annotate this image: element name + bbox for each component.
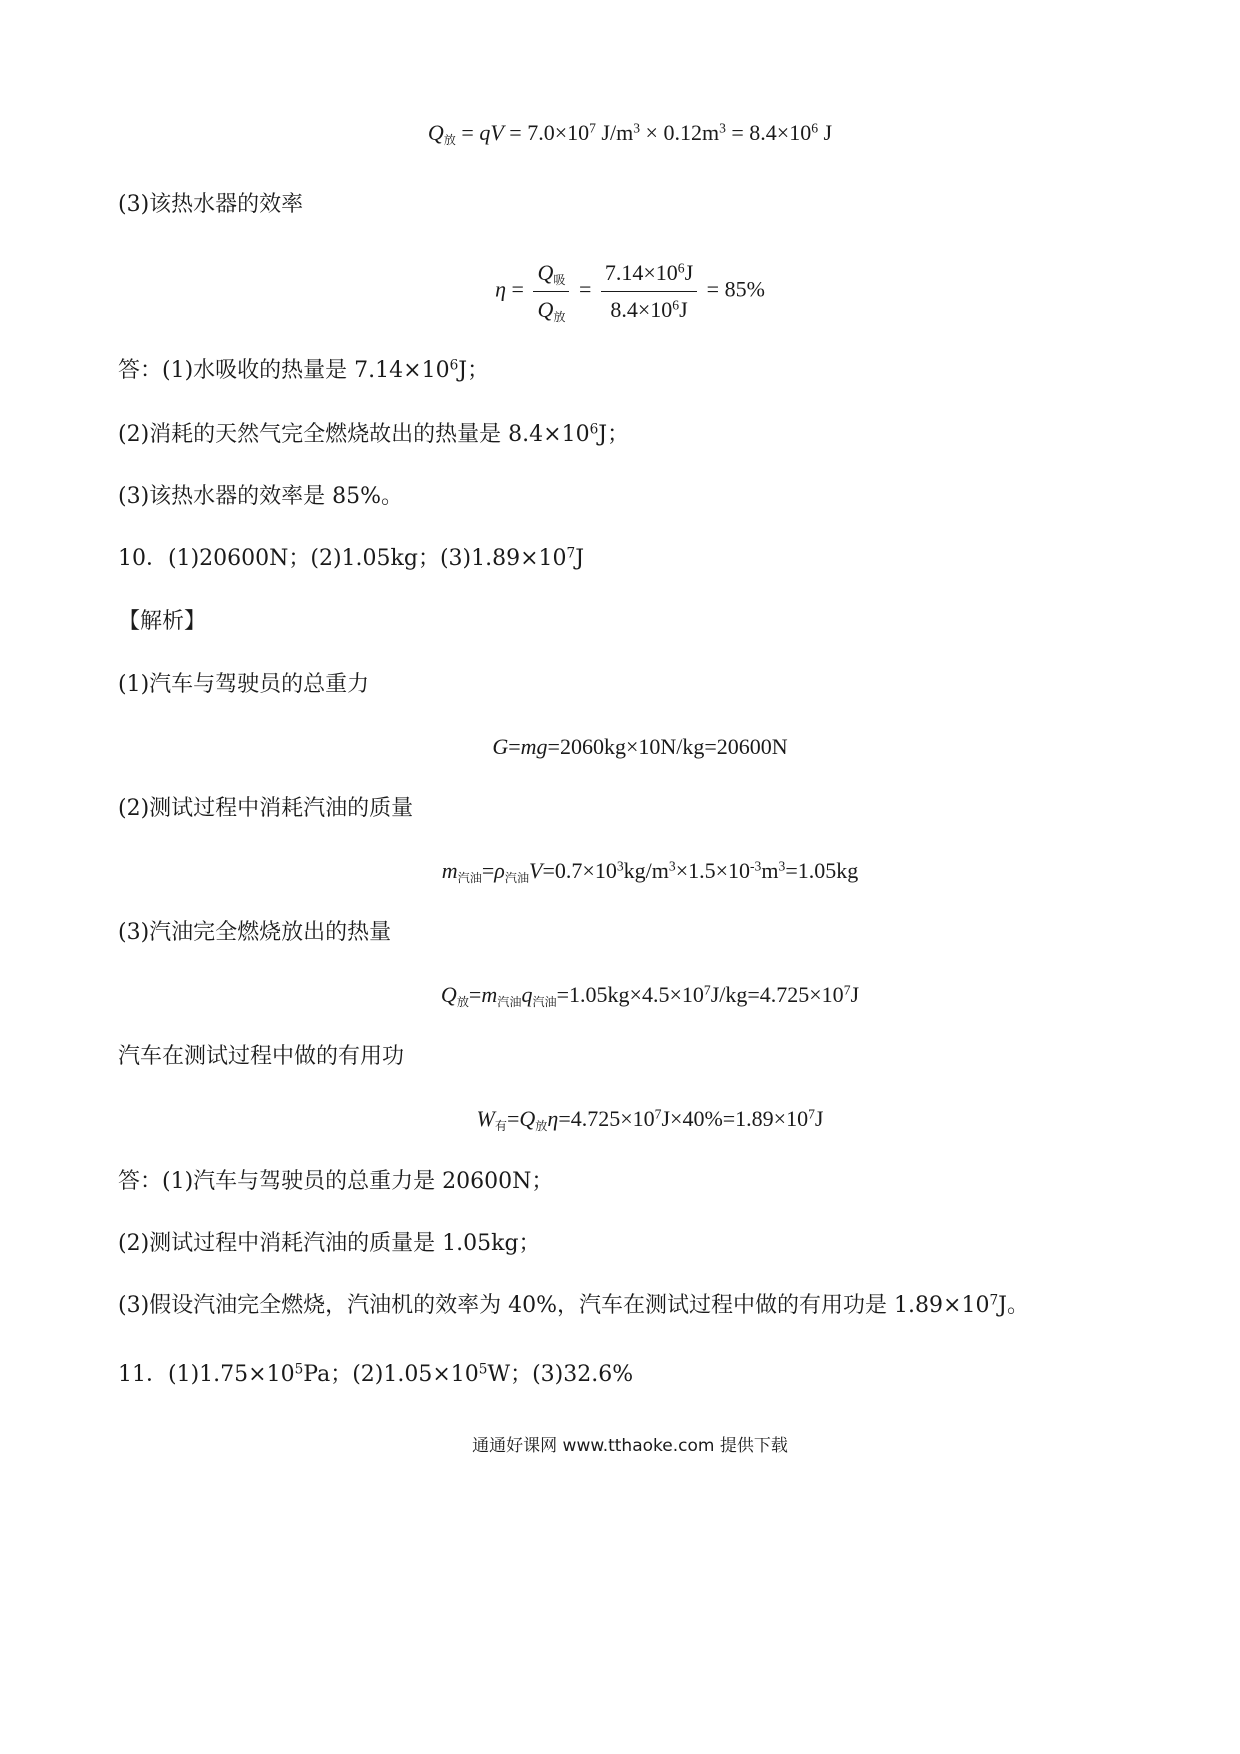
step-3: (3)汽油完全燃烧放出的热量	[118, 920, 392, 945]
answer-4: 答：(1)汽车与驾驶员的总重力是 20600N；	[118, 1169, 554, 1194]
answer-3: (3)该热水器的效率是 85%。	[118, 484, 404, 509]
page-footer: 通通好课网 www.tthaoke.com 提供下载	[472, 1436, 788, 1456]
equation-heat-released: $Q_放$ = qV = $7.0\times 10^7$ $J/m^3 \times 0.12m^3 = 8.4\times 10^6$ J	[427, 120, 833, 148]
equation-heat-gasoline: $Q_放=m_{汽油}q_{汽油}=1.05kg\times 4.5\times 10^7J/kg=4.725\times 10^7J$	[440, 982, 860, 1010]
step-1: (1)汽车与驾驶员的总重力	[118, 672, 370, 697]
fraction-q-ratio: $\frac{Q_吸}{Q_放}$	[533, 258, 569, 325]
answer-1: 答：(1)水吸收的热量是 $7.14\times 10^6J$；	[118, 357, 490, 383]
question-11-answers: 11．$(1)1.75\times 10^5Pa$；$(2)1.05\times 10^5W$；(3)32.6%	[118, 1361, 634, 1387]
equation-efficiency: η = $\frac{Q_吸}{Q_放}$ = $\frac{7.14\times 10^6J}{8.4\times 10^6J}$ = 85%	[495, 260, 765, 325]
answer-5: (2)测试过程中消耗汽油的质量是 1.05kg；	[118, 1231, 541, 1256]
fraction-values: $\frac{7.14\times 10^6J}{8.4\times 10^6J}$	[601, 258, 697, 325]
step-2: (2)测试过程中消耗汽油的质量	[118, 796, 414, 821]
analysis-heading: 【解析】	[118, 609, 207, 634]
question-10-answers: 10．(1)20600N；(2)1.05kg；$(3)1.89\times 10^7J$	[118, 545, 585, 571]
answer-6: (3)假设汽油完全燃烧，汽油机的效率为 40%，汽车在测试过程中做的有用功是 $1.89\times 10^7J$。	[118, 1292, 1029, 1318]
equation-gravity: G=mg=2060kg×10N/kg=20600N	[492, 734, 788, 759]
step-efficiency-heading: (3)该热水器的效率	[118, 192, 304, 217]
equation-useful-work: $W_有=Q_放\eta=4.725\times 10^7J\times 40\%=1.89\times 10^7J$	[476, 1106, 824, 1134]
answer-2: (2)消耗的天然气完全燃烧故出的热量是 $8.4\times 10^6J$；	[118, 421, 630, 447]
step-4: 汽车在测试过程中做的有用功	[118, 1044, 405, 1069]
equation-mass: $m_{汽油}=\rho_{汽油}V=0.7\times 10^3kg/m^3\times 1.5\times 10^{-3}m^3=1.05kg$	[441, 858, 859, 886]
